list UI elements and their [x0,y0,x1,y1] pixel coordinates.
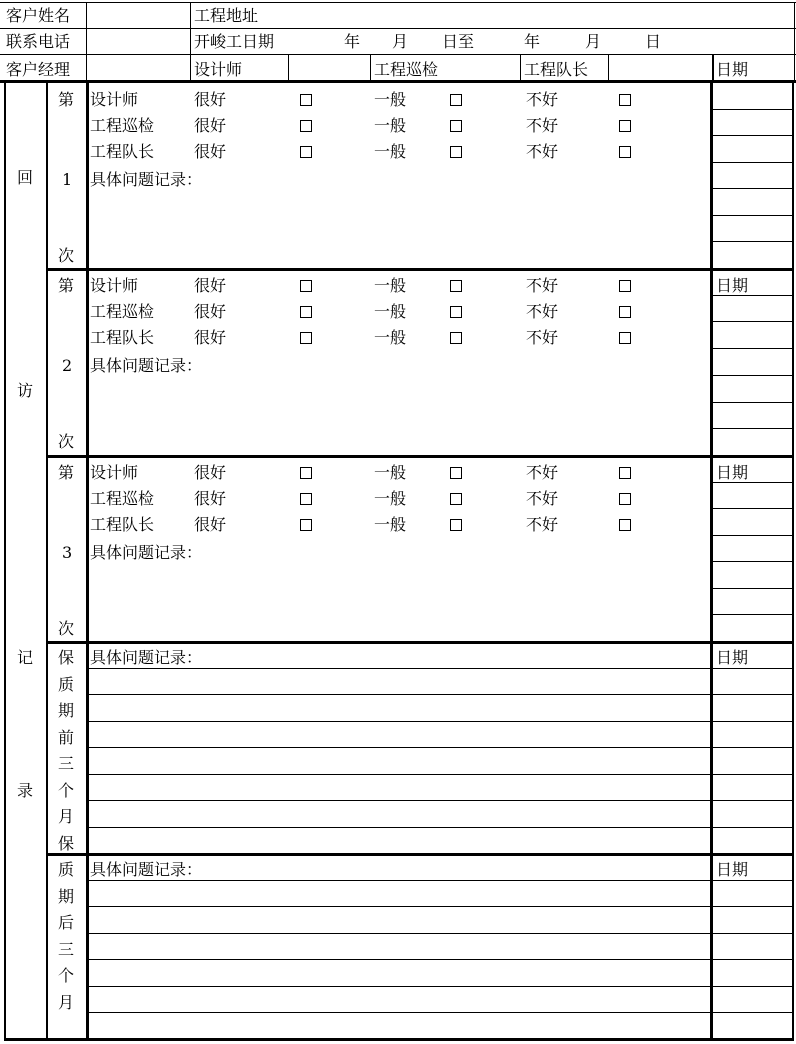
inspection-label: 工程巡检 [374,60,439,79]
customer-name-label: 客户姓名 [6,6,71,25]
visit-3-date-label: 日期 [716,463,749,482]
year-label-2: 年 [524,32,541,51]
checkbox-ok[interactable] [450,120,462,132]
date-row-line [712,321,794,322]
side-label-1: 回 [17,168,34,187]
grid-vline [370,54,371,82]
section-divider [46,455,794,458]
checkbox-good[interactable] [300,493,312,505]
rating-ok-label: 一般 [374,463,407,482]
warranty-after-char: 后 [58,913,75,932]
checkbox-good[interactable] [300,120,312,132]
date-row-line [712,535,794,536]
checkbox-ok[interactable] [450,467,462,479]
checkbox-ok[interactable] [450,493,462,505]
side-label-divider [46,82,48,1040]
date-row-line [712,614,794,615]
checkbox-ok[interactable] [450,519,462,531]
visit-3-role-1: 设计师 [90,463,139,482]
designer-label: 设计师 [194,60,243,79]
grid-vline [288,54,289,82]
side-label-2: 访 [17,381,34,400]
account-manager-label: 客户经理 [6,60,71,79]
content-left-border [86,82,89,1040]
year-label-1: 年 [344,32,361,51]
warranty-before-char: 保 [58,833,75,853]
warranty-after-char: 月 [58,992,75,1012]
visit-3-role-2: 工程巡检 [90,489,155,508]
warranty-before-row [86,800,794,801]
grid-hline [0,28,796,29]
team-leader-label: 工程队长 [524,60,589,79]
checkbox-bad[interactable] [619,146,631,158]
checkbox-bad[interactable] [619,120,631,132]
rating-ok-label: 一般 [374,116,407,135]
visit-1-role-2: 工程巡检 [90,116,155,135]
warranty-before-row [86,668,794,669]
warranty-before-char: 月 [58,807,75,826]
side-label-3: 记 [17,648,34,667]
checkbox-bad[interactable] [619,94,631,106]
day-label-2: 日 [645,32,662,51]
project-address-label: 工程地址 [194,6,259,25]
checkbox-ok[interactable] [450,94,462,106]
warranty-before-top [46,641,794,644]
warranty-before-char: 个 [58,780,75,800]
warranty-after-char: 质 [58,860,75,879]
date-row-line [712,588,794,589]
date-row-line [712,348,794,349]
start-end-date-label: 开峻工日期 [194,32,275,51]
rating-ok-label: 一般 [374,90,407,109]
rating-ok-label: 一般 [374,328,407,347]
date-row-line [712,188,794,189]
date-row-line [712,402,794,403]
checkbox-good[interactable] [300,146,312,158]
rating-bad-label: 不好 [526,116,559,135]
rating-bad-label: 不好 [526,302,559,321]
checkbox-bad[interactable] [619,280,631,292]
bottom-border [4,1038,794,1041]
warranty-before-row [86,694,794,695]
warranty-after-row [86,986,794,987]
warranty-after-row [86,1012,794,1013]
warranty-after-record-label: 具体问题记录： [90,860,203,879]
warranty-before-row [86,827,794,828]
grid-vline [794,2,795,82]
visit-2-record-label: 具体问题记录： [90,356,203,375]
grid-vline [86,2,87,82]
rating-bad-label: 不好 [526,276,559,295]
date-row-line [712,162,794,163]
checkbox-good[interactable] [300,306,312,318]
checkbox-good[interactable] [300,519,312,531]
contact-phone-label: 联系电话 [6,32,71,51]
header-date-label: 日期 [716,60,749,79]
rating-good-label: 很好 [194,276,227,295]
left-border [4,82,6,1040]
grid-vline [190,2,191,82]
date-row-line [712,508,794,509]
visit-2-di-label: 第 [58,276,75,295]
rating-bad-label: 不好 [526,489,559,508]
rating-good-label: 很好 [194,90,227,109]
warranty-before-row [86,774,794,775]
header-bottom-border [0,80,796,83]
date-row-line [712,482,794,483]
visit-1-record-label: 具体问题记录： [90,170,203,189]
rating-good-label: 很好 [194,142,227,161]
visit-3-record-label: 具体问题记录： [90,543,203,562]
rating-ok-label: 一般 [374,142,407,161]
grid-hline [0,2,796,3]
warranty-after-row [86,959,794,960]
rating-good-label: 很好 [194,302,227,321]
warranty-before-char: 前 [58,727,75,747]
visit-3-role-3: 工程队长 [90,515,155,534]
visit-1-number: 1 [62,170,73,189]
visit-2-date-label: 日期 [716,276,749,295]
rating-good-label: 很好 [194,328,227,347]
rating-ok-label: 一般 [374,515,407,534]
warranty-before-row [86,747,794,748]
visit-1-di-label: 第 [58,90,75,109]
rating-bad-label: 不好 [526,463,559,482]
rating-good-label: 很好 [194,515,227,534]
rating-bad-label: 不好 [526,328,559,347]
month-label-2: 月 [585,32,602,51]
warranty-before-char: 保 [58,648,75,667]
rating-bad-label: 不好 [526,515,559,534]
rating-good-label: 很好 [194,116,227,135]
checkbox-good[interactable] [300,280,312,292]
rating-ok-label: 一般 [374,276,407,295]
date-row-line [712,135,794,136]
rating-bad-label: 不好 [526,142,559,161]
checkbox-ok[interactable] [450,306,462,318]
warranty-before-char: 期 [58,701,75,720]
rating-ok-label: 一般 [374,302,407,321]
day-to-label: 日至 [442,32,475,51]
warranty-before-char: 质 [58,674,75,694]
checkbox-bad[interactable] [619,306,631,318]
warranty-after-char: 三 [58,939,75,959]
date-row-line [712,295,794,296]
checkbox-good[interactable] [300,332,312,344]
warranty-before-row [86,721,794,722]
grid-hline [0,54,796,55]
rating-good-label: 很好 [194,489,227,508]
warranty-after-char: 个 [58,966,75,985]
checkbox-ok[interactable] [450,332,462,344]
visit-3-number: 3 [62,543,73,562]
visit-1-ci-label: 次 [58,246,75,265]
rating-ok-label: 一般 [374,489,407,508]
warranty-after-row [86,906,794,907]
side-label-4: 录 [17,781,34,800]
visit-2-role-1: 设计师 [90,276,139,295]
checkbox-bad[interactable] [619,519,631,531]
checkbox-bad[interactable] [619,493,631,505]
date-row-line [712,215,794,216]
warranty-after-row [86,880,794,881]
warranty-after-top [46,853,794,856]
month-label-1: 月 [392,32,409,51]
date-row-line [712,241,794,242]
warranty-before-record-label: 具体问题记录： [90,648,203,667]
checkbox-ok[interactable] [450,280,462,292]
visit-2-number: 2 [62,356,73,375]
visit-1-role-3: 工程队长 [90,142,155,161]
checkbox-good[interactable] [300,94,312,106]
warranty-before-char: 三 [58,754,75,773]
visit-2-role-3: 工程队长 [90,328,155,347]
date-row-line [712,375,794,376]
visit-3-di-label: 第 [58,463,75,482]
rating-good-label: 很好 [194,463,227,482]
warranty-before-date-label: 日期 [716,648,749,667]
warranty-after-date-label: 日期 [716,860,749,879]
checkbox-bad[interactable] [619,467,631,479]
visit-3-ci-label: 次 [58,619,75,638]
date-row-line [712,109,794,110]
warranty-after-char: 期 [58,886,75,906]
checkbox-good[interactable] [300,467,312,479]
visit-1-role-1: 设计师 [90,90,139,109]
date-row-line [712,561,794,562]
section-divider [46,268,794,271]
checkbox-ok[interactable] [450,146,462,158]
date-row-line [712,428,794,429]
grid-vline [520,54,521,82]
visit-2-role-2: 工程巡检 [90,302,155,321]
visit-2-ci-label: 次 [58,432,75,451]
checkbox-bad[interactable] [619,332,631,344]
warranty-after-row [86,933,794,934]
grid-vline [712,54,714,82]
grid-vline [608,54,609,82]
rating-bad-label: 不好 [526,90,559,109]
